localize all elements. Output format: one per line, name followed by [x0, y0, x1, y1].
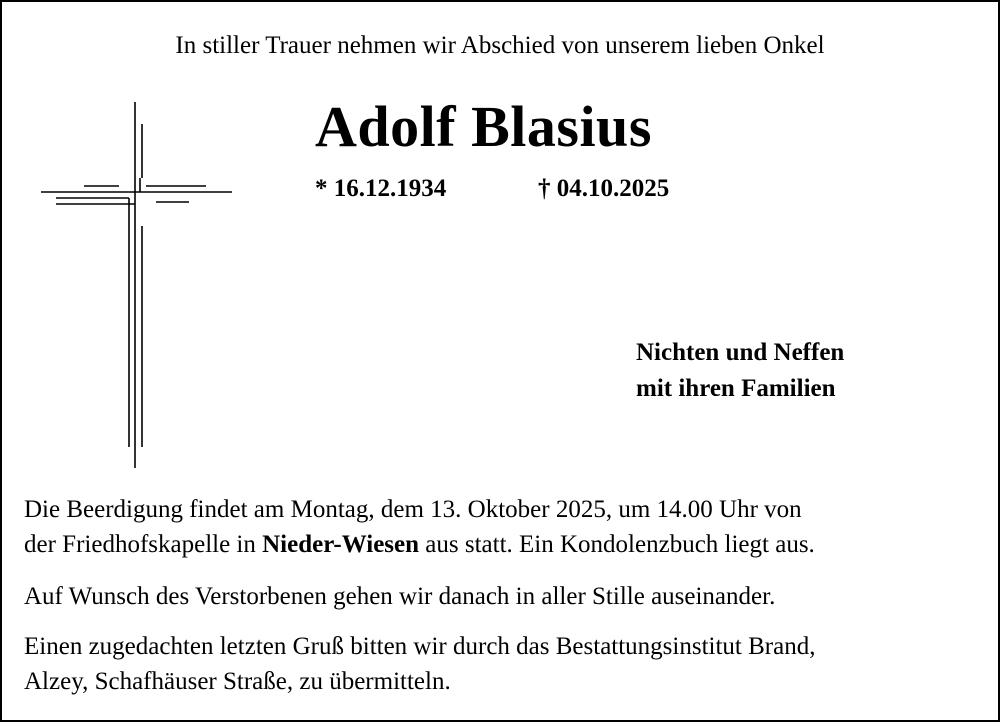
funeral-line-1: Die Beerdigung findet am Montag, dem 13. Oktober 2025, um 14.00 Uhr von: [24, 496, 802, 523]
intro-line: In stiller Trauer nehmen wir Abschied von unserem lieben Onkel: [175, 32, 825, 59]
funeral-line-2-end: aus statt. Ein Kondolenzbuch liegt aus.: [419, 531, 815, 558]
death-date: † 04.10.2025: [538, 175, 670, 202]
greeting-line-2: Alzey, Schafhäuser Straße, zu übermitteln.: [24, 668, 451, 695]
mourners-line-1: Nichten und Neffen: [636, 339, 845, 366]
mourners-line-2: mit ihren Familien: [636, 375, 836, 402]
greeting-paragraph: [24, 629, 984, 699]
birth-date: * 16.12.1934: [315, 175, 447, 202]
wish-paragraph: [24, 579, 984, 614]
cross-icon: [39, 102, 234, 470]
wish-line-1: Auf Wunsch des Verstorbenen gehen wir danach in aller Stille auseinander.: [24, 583, 776, 610]
mourners-signature: [636, 335, 844, 407]
funeral-line-2-start: der Friedhofskapelle in: [24, 531, 263, 558]
deceased-name: Adolf Blasius: [315, 94, 652, 159]
greeting-line-1: Einen zugedachten letzten Gruß bitten wir durch das Bestattungsinstitut Brand,: [24, 633, 816, 660]
funeral-location: Nieder-Wiesen: [262, 531, 420, 558]
funeral-paragraph: [24, 492, 984, 562]
funeral-line-2: [24, 527, 984, 562]
